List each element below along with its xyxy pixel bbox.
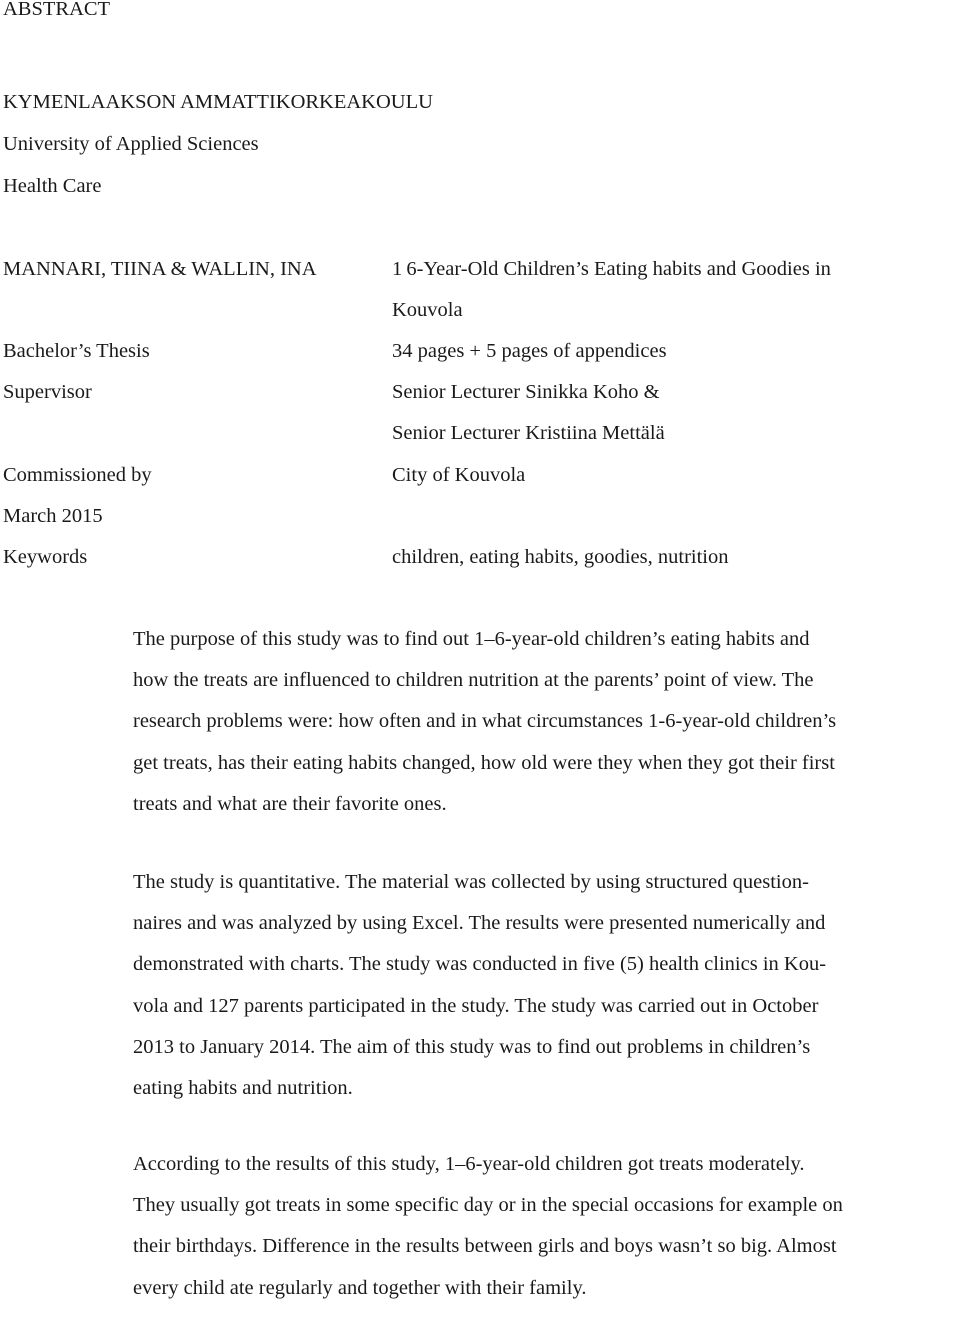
paragraph-line: 2013 to January 2014. The aim of this study was to find out problems in children’s <box>133 1035 811 1058</box>
keywords-value: children, eating habits, goodies, nutrition <box>392 546 729 568</box>
paragraph-line: their birthdays. Difference in the results between girls and boys wasn’t so big. Almost <box>133 1235 837 1258</box>
abstract-heading: ABSTRACT <box>3 0 111 20</box>
commissioned-label: Commissioned by <box>3 464 152 486</box>
supervisor-label: Supervisor <box>3 381 92 403</box>
institution-name: KYMENLAAKSON AMMATTIKORKEAKOULU <box>3 91 433 113</box>
abstract-paragraph-1 <box>133 627 960 833</box>
paragraph-line: The purpose of this study was to find out 1–6-year-old children’s eating habits and <box>133 628 810 650</box>
abstract-paragraph-3 <box>133 1152 960 1317</box>
paragraph-line: research problems were: how often and in what circumstances 1-6-year-old children’s <box>133 710 837 733</box>
institution-subtitle: University of Applied Sciences <box>3 133 259 155</box>
abstract-paragraph-2 <box>133 870 960 1117</box>
date: March 2015 <box>3 505 103 527</box>
paragraph-line: demonstrated with charts. The study was conducted in five (5) health clinics in Kou- <box>133 953 827 976</box>
thesis-title-line-1: 1 6-Year-Old Children’s Eating habits and Goodies in <box>392 258 831 280</box>
supervisor-value-2: Senior Lecturer Kristiina Mettälä <box>392 422 665 444</box>
keywords-label: Keywords <box>3 546 88 568</box>
thesis-type-value: 34 pages + 5 pages of appendices <box>392 340 667 362</box>
commissioned-value: City of Kouvola <box>392 464 526 486</box>
paragraph-line: naires and was analyzed by using Excel. The results were presented numerically and <box>133 912 826 935</box>
paragraph-line: get treats, has their eating habits changed, how old were they when they got their first <box>133 751 835 774</box>
paragraph-line: The study is quantitative. The material was collected by using structured question- <box>133 871 809 893</box>
paragraph-line: treats and what are their favorite ones. <box>133 792 447 815</box>
thesis-title-line-2: Kouvola <box>392 299 463 321</box>
thesis-type-label: Bachelor’s Thesis <box>3 340 150 362</box>
paragraph-line: vola and 127 parents participated in the study. The study was carried out in October <box>133 994 819 1017</box>
paragraph-line: According to the results of this study, 1–6-year-old children got treats moderately. <box>133 1153 805 1175</box>
paragraph-line: how the treats are influenced to children nutrition at the parents’ point of view. The <box>133 669 814 692</box>
authors: MANNARI, TIINA & WALLIN, INA <box>3 258 317 280</box>
department: Health Care <box>3 175 102 197</box>
paragraph-line: They usually got treats in some specific day or in the special occasions for example on <box>133 1194 843 1217</box>
supervisor-value-1: Senior Lecturer Sinikka Koho & <box>392 381 660 403</box>
paragraph-line: every child ate regularly and together with their family. <box>133 1276 587 1299</box>
paragraph-line: eating habits and nutrition. <box>133 1076 353 1099</box>
